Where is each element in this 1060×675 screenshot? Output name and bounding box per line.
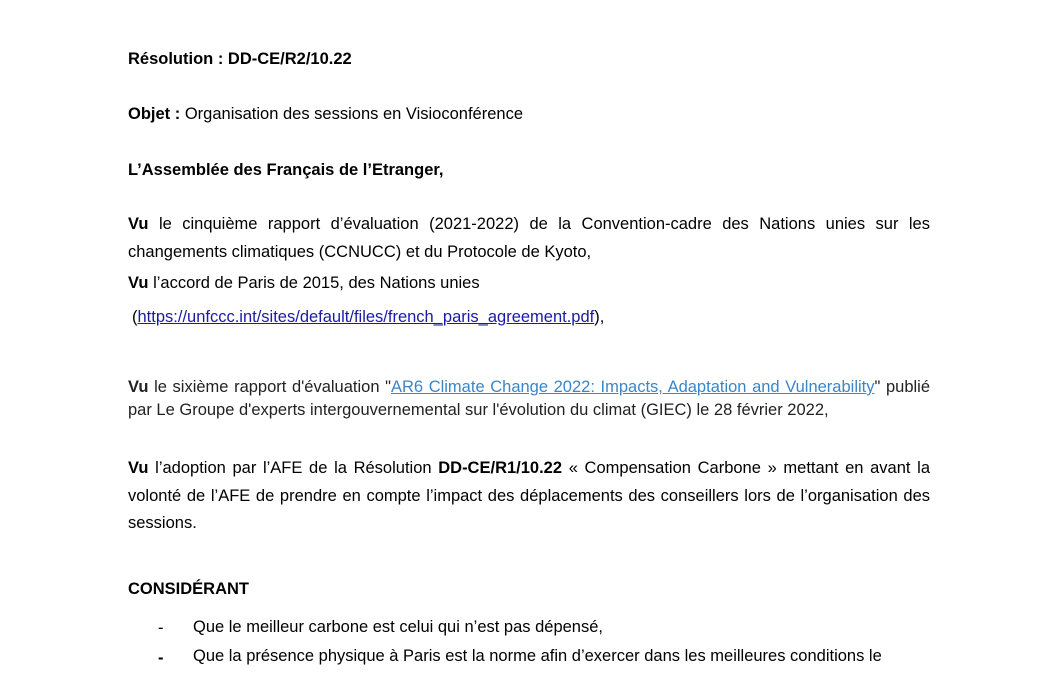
vu3-text-before: le sixième rapport d'évaluation ": [154, 378, 391, 396]
resolution-line: [128, 48, 352, 70]
assembly-heading: L’Assemblée des Français de l’Etranger,: [128, 161, 444, 179]
vu2-line: [128, 272, 480, 294]
vu1-text: le cinquième rapport d’évaluation (2021-2022) de la Convention-cadre des Nations unies sur les changements climatiques (CCNUCC) et du Protocole de Kyoto,: [128, 215, 930, 261]
considerant-heading: CONSIDÉRANT: [128, 580, 250, 598]
bullet-marker: -: [158, 619, 164, 637]
vu2-link-open: (: [132, 308, 138, 326]
vu1-paragraph: [128, 211, 930, 266]
vu3-paragraph: [128, 376, 930, 421]
objet-line: [128, 103, 523, 125]
vu3-label: Vu: [128, 378, 149, 396]
vu4-reference: DD-CE/R1/10.22: [438, 459, 563, 477]
vu2-text: l’accord de Paris de 2015, des Nations unies: [153, 274, 480, 292]
vu2-label: Vu: [128, 274, 149, 292]
vu4-text-before: l’adoption par l’AFE de la Résolution: [155, 459, 432, 477]
resolution-label: Résolution :: [128, 50, 224, 68]
resolution-value: DD-CE/R2/10.22: [227, 50, 352, 68]
bullet-text: Que le meilleur carbone est celui qui n’est pas dépensé,: [193, 618, 603, 636]
objet-label: Objet :: [128, 105, 181, 123]
vu2-link-close: ),: [594, 308, 605, 326]
ar6-report-link[interactable]: AR6 Climate Change 2022: Impacts, Adaptation and Vulnerability: [390, 378, 875, 396]
bullet-marker: -: [158, 649, 164, 667]
vu4-label: Vu: [128, 459, 149, 477]
vu4-text-after: « Compensation Carbone » mettant en avant la volonté de l’AFE de prendre en compte l’impact des déplacements des conseillers lors de l’organisation des sessions.: [128, 459, 930, 532]
objet-value: Organisation des sessions en Visioconférence: [184, 105, 523, 123]
vu2-link-line: [132, 306, 604, 328]
paris-agreement-link[interactable]: https://unfccc.int/sites/default/files/french_paris_agreement.pdf: [137, 308, 595, 326]
vu4-paragraph: [128, 455, 930, 538]
bullet-text: Que la présence physique à Paris est la norme afin d’exercer dans les meilleures conditions le: [193, 647, 882, 665]
vu3-text-after: " publié par Le Groupe d'experts intergouvernemental sur l'évolution du climat (GIEC) le 28 février 2022,: [128, 378, 931, 419]
vu1-label: Vu: [128, 215, 149, 233]
